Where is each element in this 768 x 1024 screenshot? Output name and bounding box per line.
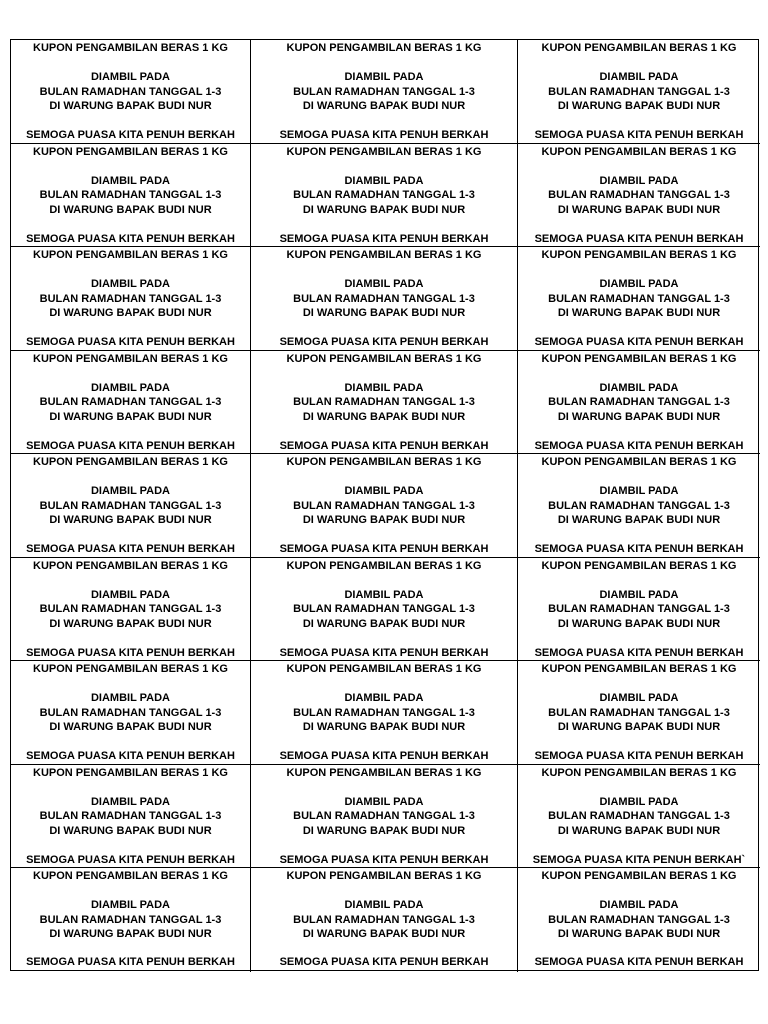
coupon-details xyxy=(11,484,250,528)
coupon-details xyxy=(518,795,760,839)
coupon-detail-line2: BULAN RAMADHAN TANGGAL 1-3 xyxy=(39,913,222,926)
coupon-detail-line3: DI WARUNG BAPAK BUDI NUR xyxy=(302,617,466,630)
coupon-footer: SEMOGA PUASA KITA PENUH BERKAH xyxy=(534,439,744,452)
coupon-cell xyxy=(518,247,760,351)
coupon-title: KUPON PENGAMBILAN BERAS 1 KG xyxy=(33,42,228,54)
coupon-detail-line3: DI WARUNG BAPAK BUDI NUR xyxy=(557,514,721,526)
coupon-title: KUPON PENGAMBILAN BERAS 1 KG xyxy=(541,663,737,675)
coupon-detail-line2: BULAN RAMADHAN TANGGAL 1-3 xyxy=(39,810,222,822)
coupon-detail-line3: DI WARUNG BAPAK BUDI NUR xyxy=(302,514,466,526)
coupon-detail-line1: DIAMBIL PADA xyxy=(344,485,424,497)
coupon-detail-line3: DI WARUNG BAPAK BUDI NUR xyxy=(49,928,212,940)
coupon-cell xyxy=(518,351,760,455)
coupon-cell xyxy=(251,661,518,765)
coupon-details xyxy=(11,898,250,942)
coupon-detail-line3: DI WARUNG BAPAK BUDI NUR xyxy=(302,203,466,216)
coupon-title: KUPON PENGAMBILAN BERAS 1 KG xyxy=(286,663,482,675)
coupon-detail-line2: BULAN RAMADHAN TANGGAL 1-3 xyxy=(548,292,730,305)
coupon-cell xyxy=(11,351,251,455)
coupon-detail-line1: DIAMBIL PADA xyxy=(599,692,679,704)
coupon-detail-line2: BULAN RAMADHAN TANGGAL 1-3 xyxy=(548,189,730,201)
coupon-title: KUPON PENGAMBILAN BERAS 1 KG xyxy=(33,663,228,675)
coupon-detail-line1: DIAMBIL PADA xyxy=(344,588,424,601)
coupon-cell xyxy=(518,558,760,662)
coupon-details xyxy=(11,70,250,114)
coupon-details xyxy=(251,588,517,632)
coupon-detail-line2: BULAN RAMADHAN TANGGAL 1-3 xyxy=(293,706,475,719)
coupon-title: KUPON PENGAMBILAN BERAS 1 KG xyxy=(33,766,228,779)
coupon-cell xyxy=(11,765,251,869)
coupon-details xyxy=(518,277,760,321)
coupon-detail-line1: DIAMBIL PADA xyxy=(344,795,424,808)
coupon-detail-line1: DIAMBIL PADA xyxy=(599,381,679,394)
coupon-footer: SEMOGA PUASA KITA PENUH BERKAH xyxy=(26,439,235,452)
coupon-detail-line3: DI WARUNG BAPAK BUDI NUR xyxy=(557,617,721,630)
coupon-footer: SEMOGA PUASA KITA PENUH BERKAH xyxy=(26,232,235,245)
coupon-details xyxy=(11,795,250,839)
coupon-detail-line1: DIAMBIL PADA xyxy=(599,174,679,187)
coupon-footer: SEMOGA PUASA KITA PENUH BERKAH xyxy=(26,129,235,141)
coupon-details xyxy=(251,898,517,942)
coupon-footer: SEMOGA PUASA KITA PENUH BERKAH xyxy=(534,543,744,555)
coupon-detail-line2: BULAN RAMADHAN TANGGAL 1-3 xyxy=(548,913,730,926)
coupon-footer: SEMOGA PUASA KITA PENUH BERKAH xyxy=(534,646,744,659)
coupon-detail-line2: BULAN RAMADHAN TANGGAL 1-3 xyxy=(39,189,222,201)
coupon-detail-line3: DI WARUNG BAPAK BUDI NUR xyxy=(557,307,721,319)
coupon-title: KUPON PENGAMBILAN BERAS 1 KG xyxy=(33,352,228,365)
coupon-detail-line3: DI WARUNG BAPAK BUDI NUR xyxy=(302,928,466,940)
coupon-detail-line3: DI WARUNG BAPAK BUDI NUR xyxy=(49,514,212,526)
coupon-detail-line3: DI WARUNG BAPAK BUDI NUR xyxy=(302,824,466,837)
coupon-detail-line3: DI WARUNG BAPAK BUDI NUR xyxy=(49,307,212,319)
coupon-footer: SEMOGA PUASA KITA PENUH BERKAH xyxy=(279,956,489,968)
coupon-footer: SEMOGA PUASA KITA PENUH BERKAH xyxy=(534,129,744,141)
coupon-title: KUPON PENGAMBILAN BERAS 1 KG xyxy=(286,870,482,882)
coupon-detail-line1: DIAMBIL PADA xyxy=(90,71,171,83)
coupon-details xyxy=(251,691,517,735)
coupon-detail-line2: BULAN RAMADHAN TANGGAL 1-3 xyxy=(39,85,222,98)
coupon-cell xyxy=(518,40,760,144)
coupon-title: KUPON PENGAMBILAN BERAS 1 KG xyxy=(33,145,228,158)
coupon-title: KUPON PENGAMBILAN BERAS 1 KG xyxy=(33,870,228,882)
coupon-details xyxy=(518,588,760,632)
coupon-footer: SEMOGA PUASA KITA PENUH BERKAH xyxy=(534,336,744,348)
coupon-detail-line2: BULAN RAMADHAN TANGGAL 1-3 xyxy=(548,396,730,408)
coupon-detail-line1: DIAMBIL PADA xyxy=(599,795,679,808)
coupon-cell xyxy=(251,40,518,144)
coupon-cell xyxy=(518,144,760,248)
coupon-title: KUPON PENGAMBILAN BERAS 1 KG xyxy=(541,870,737,882)
coupon-detail-line3: DI WARUNG BAPAK BUDI NUR xyxy=(49,617,212,630)
coupon-detail-line2: BULAN RAMADHAN TANGGAL 1-3 xyxy=(548,499,730,512)
coupon-detail-line3: DI WARUNG BAPAK BUDI NUR xyxy=(557,721,721,733)
coupon-detail-line1: DIAMBIL PADA xyxy=(344,278,424,290)
coupon-footer: SEMOGA PUASA KITA PENUH BERKAH xyxy=(534,750,744,762)
coupon-detail-line1: DIAMBIL PADA xyxy=(344,899,424,911)
coupon-detail-line2: BULAN RAMADHAN TANGGAL 1-3 xyxy=(293,913,475,926)
coupon-footer: SEMOGA PUASA KITA PENUH BERKAH xyxy=(279,232,489,245)
coupon-cell xyxy=(518,661,760,765)
coupon-detail-line3: DI WARUNG BAPAK BUDI NUR xyxy=(557,928,721,940)
coupon-detail-line2: BULAN RAMADHAN TANGGAL 1-3 xyxy=(39,396,222,408)
coupon-footer: SEMOGA PUASA KITA PENUH BERKAH xyxy=(26,750,235,762)
coupon-detail-line2: BULAN RAMADHAN TANGGAL 1-3 xyxy=(39,292,222,305)
coupon-detail-line1: DIAMBIL PADA xyxy=(90,381,171,394)
coupon-title: KUPON PENGAMBILAN BERAS 1 KG xyxy=(286,42,482,54)
coupon-detail-line2: BULAN RAMADHAN TANGGAL 1-3 xyxy=(548,706,730,719)
coupon-detail-line3: DI WARUNG BAPAK BUDI NUR xyxy=(49,100,212,112)
coupon-sheet xyxy=(10,39,759,971)
coupon-details xyxy=(251,70,517,114)
coupon-detail-line1: DIAMBIL PADA xyxy=(90,899,171,911)
coupon-footer: SEMOGA PUASA KITA PENUH BERKAH xyxy=(279,336,489,348)
coupon-cell xyxy=(251,351,518,455)
coupon-detail-line2: BULAN RAMADHAN TANGGAL 1-3 xyxy=(39,499,222,512)
coupon-title: KUPON PENGAMBILAN BERAS 1 KG xyxy=(286,456,482,468)
coupon-detail-line1: DIAMBIL PADA xyxy=(90,588,171,601)
coupon-detail-line1: DIAMBIL PADA xyxy=(344,692,424,704)
coupon-detail-line3: DI WARUNG BAPAK BUDI NUR xyxy=(302,307,466,319)
coupon-title: KUPON PENGAMBILAN BERAS 1 KG xyxy=(541,352,737,365)
coupon-detail-line3: DI WARUNG BAPAK BUDI NUR xyxy=(49,410,212,423)
coupon-detail-line2: BULAN RAMADHAN TANGGAL 1-3 xyxy=(293,85,475,98)
coupon-footer: SEMOGA PUASA KITA PENUH BERKAH xyxy=(279,543,489,555)
coupon-footer: SEMOGA PUASA KITA PENUH BERKAH xyxy=(534,956,744,968)
coupon-detail-line3: DI WARUNG BAPAK BUDI NUR xyxy=(557,824,721,837)
coupon-title: KUPON PENGAMBILAN BERAS 1 KG xyxy=(541,42,737,54)
coupon-detail-line1: DIAMBIL PADA xyxy=(599,899,679,911)
coupon-cell xyxy=(251,247,518,351)
coupon-details xyxy=(11,174,250,218)
coupon-details xyxy=(251,795,517,839)
coupon-cell xyxy=(251,454,518,558)
coupon-details xyxy=(11,691,250,735)
coupon-details xyxy=(251,484,517,528)
coupon-detail-line1: DIAMBIL PADA xyxy=(90,795,171,808)
coupon-detail-line3: DI WARUNG BAPAK BUDI NUR xyxy=(302,100,466,112)
coupon-detail-line1: DIAMBIL PADA xyxy=(344,174,424,187)
coupon-details xyxy=(11,588,250,632)
coupon-title: KUPON PENGAMBILAN BERAS 1 KG xyxy=(33,249,228,261)
coupon-detail-line2: BULAN RAMADHAN TANGGAL 1-3 xyxy=(293,499,475,512)
coupon-detail-line2: BULAN RAMADHAN TANGGAL 1-3 xyxy=(548,85,730,98)
coupon-cell xyxy=(11,40,251,144)
coupon-details xyxy=(11,277,250,321)
coupon-title: KUPON PENGAMBILAN BERAS 1 KG xyxy=(541,559,737,572)
coupon-detail-line3: DI WARUNG BAPAK BUDI NUR xyxy=(302,721,466,733)
coupon-detail-line1: DIAMBIL PADA xyxy=(90,278,171,290)
coupon-footer: SEMOGA PUASA KITA PENUH BERKAH xyxy=(279,129,489,141)
coupon-details xyxy=(251,277,517,321)
coupon-detail-line2: BULAN RAMADHAN TANGGAL 1-3 xyxy=(39,603,222,615)
coupon-detail-line2: BULAN RAMADHAN TANGGAL 1-3 xyxy=(293,396,475,408)
coupon-title: KUPON PENGAMBILAN BERAS 1 KG xyxy=(33,456,228,468)
coupon-footer: SEMOGA PUASA KITA PENUH BERKAH xyxy=(534,232,744,245)
coupon-detail-line1: DIAMBIL PADA xyxy=(344,71,424,83)
coupon-title: KUPON PENGAMBILAN BERAS 1 KG xyxy=(286,145,482,158)
coupon-detail-line1: DIAMBIL PADA xyxy=(90,485,171,497)
coupon-title: KUPON PENGAMBILAN BERAS 1 KG xyxy=(286,559,482,572)
coupon-title: KUPON PENGAMBILAN BERAS 1 KG xyxy=(286,249,482,261)
coupon-detail-line2: BULAN RAMADHAN TANGGAL 1-3 xyxy=(548,603,730,615)
coupon-title: KUPON PENGAMBILAN BERAS 1 KG xyxy=(286,352,482,365)
coupon-cell xyxy=(11,661,251,765)
coupon-detail-line1: DIAMBIL PADA xyxy=(599,71,679,83)
coupon-title: KUPON PENGAMBILAN BERAS 1 KG xyxy=(286,766,482,779)
coupon-detail-line3: DI WARUNG BAPAK BUDI NUR xyxy=(557,203,721,216)
coupon-detail-line1: DIAMBIL PADA xyxy=(90,174,171,187)
coupon-details xyxy=(518,174,760,218)
coupon-title: KUPON PENGAMBILAN BERAS 1 KG xyxy=(541,456,737,468)
coupon-detail-line1: DIAMBIL PADA xyxy=(90,692,171,704)
coupon-title: KUPON PENGAMBILAN BERAS 1 KG xyxy=(541,249,737,261)
coupon-cell xyxy=(251,868,518,972)
coupon-cell xyxy=(251,144,518,248)
coupon-detail-line1: DIAMBIL PADA xyxy=(344,381,424,394)
coupon-detail-line3: DI WARUNG BAPAK BUDI NUR xyxy=(302,410,466,423)
coupon-detail-line1: DIAMBIL PADA xyxy=(599,278,679,290)
coupon-footer: SEMOGA PUASA KITA PENUH BERKAH xyxy=(26,853,235,866)
coupon-cell xyxy=(251,765,518,869)
coupon-footer: SEMOGA PUASA KITA PENUH BERKAH xyxy=(26,646,235,659)
coupon-details xyxy=(518,898,760,942)
coupon-title: KUPON PENGAMBILAN BERAS 1 KG xyxy=(33,559,228,572)
coupon-details xyxy=(518,691,760,735)
coupon-detail-line3: DI WARUNG BAPAK BUDI NUR xyxy=(557,100,721,112)
coupon-detail-line3: DI WARUNG BAPAK BUDI NUR xyxy=(557,410,721,423)
coupon-detail-line2: BULAN RAMADHAN TANGGAL 1-3 xyxy=(548,810,730,822)
coupon-detail-line3: DI WARUNG BAPAK BUDI NUR xyxy=(49,203,212,216)
coupon-cell xyxy=(518,765,760,869)
coupon-footer: SEMOGA PUASA KITA PENUH BERKAH` xyxy=(532,853,746,866)
coupon-detail-line1: DIAMBIL PADA xyxy=(599,588,679,601)
coupon-cell xyxy=(11,558,251,662)
coupon-detail-line1: DIAMBIL PADA xyxy=(599,485,679,497)
coupon-footer: SEMOGA PUASA KITA PENUH BERKAH xyxy=(26,543,235,555)
coupon-cell xyxy=(11,247,251,351)
coupon-cell xyxy=(251,558,518,662)
coupon-cell xyxy=(518,868,760,972)
coupon-details xyxy=(11,381,250,425)
coupon-details xyxy=(251,381,517,425)
coupon-footer: SEMOGA PUASA KITA PENUH BERKAH xyxy=(279,853,489,866)
coupon-detail-line2: BULAN RAMADHAN TANGGAL 1-3 xyxy=(293,189,475,201)
coupon-footer: SEMOGA PUASA KITA PENUH BERKAH xyxy=(26,336,235,348)
coupon-cell xyxy=(11,868,251,972)
coupon-detail-line2: BULAN RAMADHAN TANGGAL 1-3 xyxy=(293,292,475,305)
coupon-details xyxy=(251,174,517,218)
coupon-title: KUPON PENGAMBILAN BERAS 1 KG xyxy=(541,766,737,779)
coupon-details xyxy=(518,70,760,114)
coupon-cell xyxy=(518,454,760,558)
coupon-detail-line3: DI WARUNG BAPAK BUDI NUR xyxy=(49,721,212,733)
coupon-cell xyxy=(11,454,251,558)
coupon-details xyxy=(518,381,760,425)
coupon-detail-line2: BULAN RAMADHAN TANGGAL 1-3 xyxy=(39,706,222,719)
coupon-title: KUPON PENGAMBILAN BERAS 1 KG xyxy=(541,145,737,158)
coupon-details xyxy=(518,484,760,528)
coupon-footer: SEMOGA PUASA KITA PENUH BERKAH xyxy=(279,646,489,659)
coupon-detail-line3: DI WARUNG BAPAK BUDI NUR xyxy=(49,824,212,837)
coupon-footer: SEMOGA PUASA KITA PENUH BERKAH xyxy=(26,956,235,968)
coupon-footer: SEMOGA PUASA KITA PENUH BERKAH xyxy=(279,750,489,762)
coupon-footer: SEMOGA PUASA KITA PENUH BERKAH xyxy=(279,439,489,452)
coupon-detail-line2: BULAN RAMADHAN TANGGAL 1-3 xyxy=(293,603,475,615)
coupon-cell xyxy=(11,144,251,248)
coupon-detail-line2: BULAN RAMADHAN TANGGAL 1-3 xyxy=(293,810,475,822)
